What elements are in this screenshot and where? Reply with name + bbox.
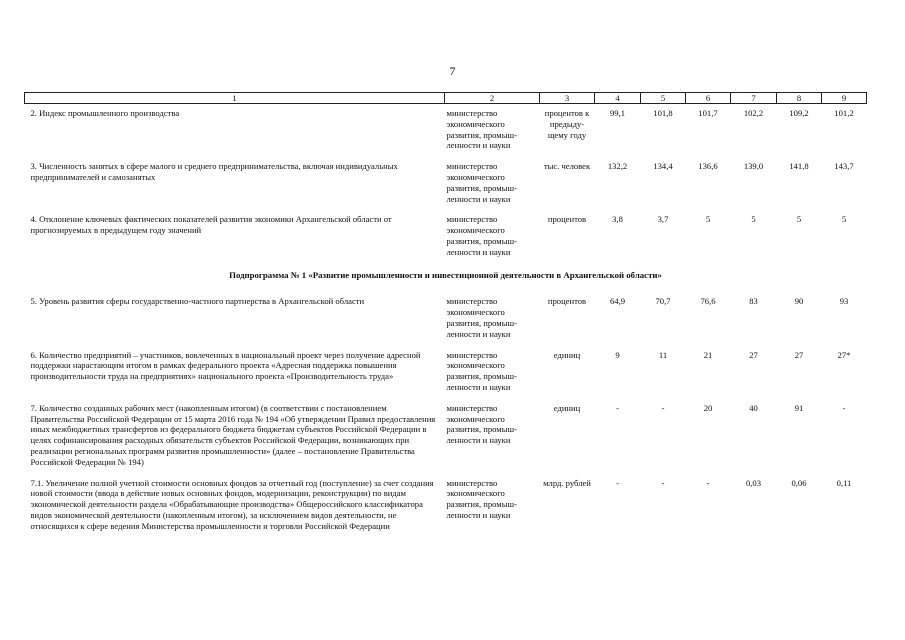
indicator-name: 7.1. Увеличение полной учетной стоимости основных фондов за отчетный год (поступление) за счет создания новой стоимости (ввода в действие новых основных фондов, модернизации, реконструкции) по видам экономической деятельности раздела «Обрабатывающие производства» Общероссийского классификатора видов экономической деятельности (накопленным итогом), за исключением видов деятельности, не относящихся к сфере ведения Министерства промышленности и торговли Российской Федерации xyxy=(30,477,434,531)
value-cell: 11 xyxy=(658,349,668,360)
header-cell: 4 xyxy=(595,93,641,104)
unit: процентов xyxy=(547,214,587,225)
value-cell: 5 xyxy=(751,214,756,225)
value-cell: 20 xyxy=(703,402,713,413)
value-cell: - xyxy=(842,402,846,413)
subprogram-title: Подпрограмма № 1 «Развитие промышленности и инвестиционной деятельности в Архангельской области» xyxy=(229,269,662,280)
subprogram-row xyxy=(25,264,867,293)
value-cell: 70,7 xyxy=(655,296,671,307)
unit: млрд. рублей xyxy=(543,477,591,488)
indicator-name: 7. Количество созданных рабочих мест (накопленным итогом) (в соответствии с постановлением Правительства Российской Федерации от 15 марта 2016 года № 194 «Об утверждении Правил предоставления иных межбюджетных трансфертов из федерального бюджета бюджетам субъектов Российской Федерации в целях софинансирования расходных обязательств субъектов Российской Федерации, возникающих при реализации региональных программ развития промышленности» (далее – постановление Правительства Российской Федерации № 194) xyxy=(30,402,436,467)
table-row xyxy=(25,104,867,158)
value-cell: 27 xyxy=(749,349,758,360)
value-cell: 64,9 xyxy=(609,296,626,307)
indicator-name: 5. Уровень развития сферы государственно-частного партнерства в Архангельской области xyxy=(30,296,365,307)
responsible-org: министерство экономического развития, промыш-ленности и науки xyxy=(446,402,517,446)
value-cell: 99,1 xyxy=(609,108,626,118)
value-cell: - xyxy=(661,477,665,488)
value-cell: 90 xyxy=(794,296,804,307)
header-cell: 8 xyxy=(777,93,822,104)
header-cell: 2 xyxy=(445,93,540,104)
value-cell: 109,2 xyxy=(789,108,809,118)
unit: процентов xyxy=(547,296,587,307)
value-cell: 3,8 xyxy=(612,214,623,225)
value-cell: 101,7 xyxy=(698,108,718,118)
value-cell: 141,8 xyxy=(789,161,809,172)
value-cell: 101,2 xyxy=(834,108,854,118)
value-cell: 21 xyxy=(703,349,713,360)
table-row xyxy=(25,292,867,345)
unit: единиц xyxy=(553,402,581,413)
value-cell: 27 xyxy=(794,349,804,360)
value-cell: 102,2 xyxy=(743,108,764,118)
value-cell: 136,6 xyxy=(698,161,718,172)
value-cell: 134,4 xyxy=(653,161,673,172)
value-cell: 9 xyxy=(615,349,620,360)
unit: тыс. человек xyxy=(543,161,591,172)
table-row xyxy=(25,157,867,210)
value-cell: 143,7 xyxy=(834,161,854,172)
value-cell: 27* xyxy=(837,349,851,360)
responsible-org: министерство экономического развития, промыш-ленности и науки xyxy=(446,108,517,151)
header-cell: 3 xyxy=(540,93,595,104)
header-row xyxy=(25,93,867,104)
value-cell: 5 xyxy=(841,214,847,225)
indicator-name: 2. Индекс промышленного производства xyxy=(30,108,180,118)
indicator-name: 6. Количество предприятий – участников, вовлеченных в национальный проект через получение адресной поддержки нарастающим итогом в рамках федерального проекта «Адресная поддержка повышения производительности труда на предприятиях» национального проекта «Производительность труда» xyxy=(30,349,421,382)
header-cell: 6 xyxy=(686,93,731,104)
value-cell: 139,0 xyxy=(743,161,764,172)
unit: единиц xyxy=(553,349,581,360)
header-cell: 5 xyxy=(641,93,686,104)
value-cell: 91 xyxy=(794,402,804,413)
value-cell: 5 xyxy=(705,214,711,225)
value-cell: 76,6 xyxy=(700,296,716,307)
value-cell: - xyxy=(616,402,619,413)
indicators-table xyxy=(24,92,867,538)
value-cell: - xyxy=(661,402,665,413)
responsible-org: министерство экономического развития, промыш-ленности и науки xyxy=(446,296,517,339)
responsible-org: министерство экономического развития, промыш-ленности и науки xyxy=(446,477,517,520)
header-cell: 7 xyxy=(731,93,777,104)
page-number: 7 xyxy=(449,64,456,78)
header-cell: 1 xyxy=(25,93,445,104)
indicator-name: 3. Численность занятых в сфере малого и среднего предпринимательства, включая индивидуальных предпринимателей и самозанятых xyxy=(30,161,398,182)
value-cell: - xyxy=(706,477,710,488)
value-cell: 93 xyxy=(839,296,849,307)
value-cell: - xyxy=(616,477,619,488)
indicator-name: 4. Отклонение ключевых фактических показателей развития экономики Архангельской области от прогнозируемых в предыдущем году значений xyxy=(30,214,392,236)
value-cell: 83 xyxy=(749,296,758,307)
value-cell: 5 xyxy=(796,214,802,225)
value-cell: 0,03 xyxy=(745,477,762,488)
table-row xyxy=(25,210,867,263)
value-cell: 132,2 xyxy=(607,161,628,172)
table-row xyxy=(25,346,867,399)
value-cell: 0,11 xyxy=(836,477,852,488)
table-row xyxy=(25,399,867,474)
unit: процентов к предыду-щему году xyxy=(544,108,590,140)
responsible-org: министерство экономического развития, промыш-ленности и науки xyxy=(446,214,517,257)
value-cell: 101,8 xyxy=(653,108,673,118)
responsible-org: министерство экономического развития, промыш-ленности и науки xyxy=(446,349,517,392)
value-cell: 40 xyxy=(749,402,758,413)
table-row xyxy=(25,474,867,538)
value-cell: 0,06 xyxy=(791,477,807,488)
responsible-org: министерство экономического развития, промыш-ленности и науки xyxy=(446,161,517,204)
value-cell: 3,7 xyxy=(657,214,669,225)
header-cell: 9 xyxy=(822,93,867,104)
